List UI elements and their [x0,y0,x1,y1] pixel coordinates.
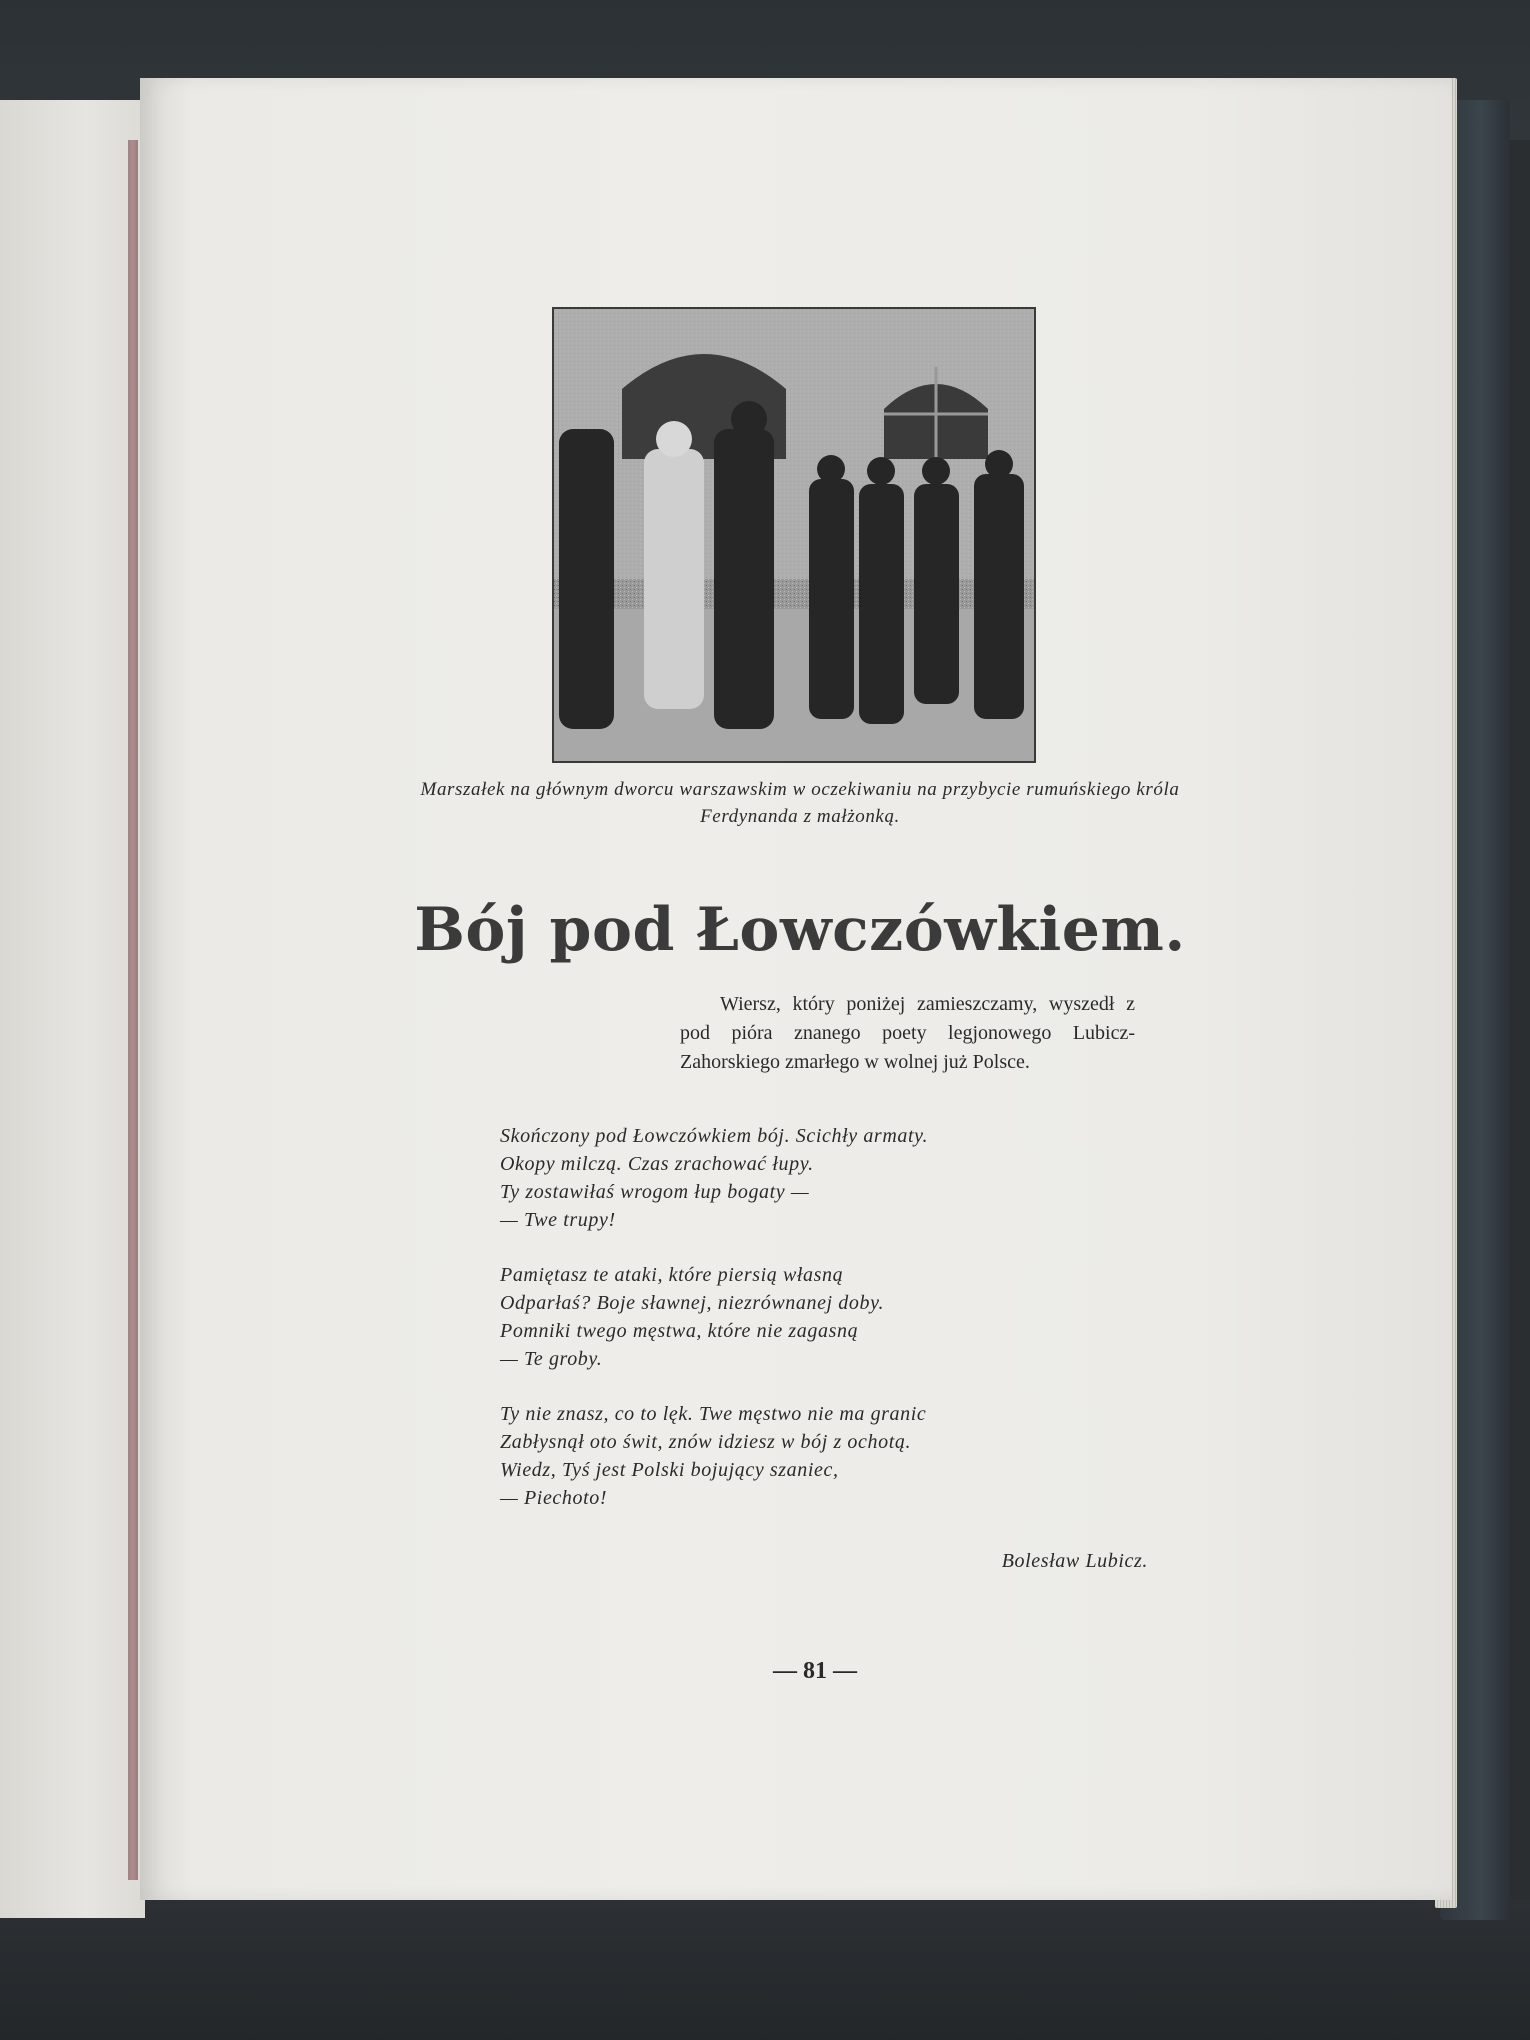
left-page [0,100,145,1918]
photo-caption [320,776,1280,830]
poem-line: Pamiętasz te ataki, które piersią własną [500,1264,844,1286]
page-title: Bój pod Łowczówkiem. [414,895,1186,965]
poem-line: Okopy milczą. Czas zrachować łupy. [500,1153,814,1175]
poem-line: — Twe trupy! [500,1209,616,1231]
photograph-icon [554,309,1034,761]
book-spine [128,140,138,1880]
page-number: — 81 — [773,1658,857,1684]
poem-author: Bolesław Lubicz. [1001,1550,1148,1572]
stanza-3 [500,1400,1140,1512]
poem-line: Ty nie znasz, co to lęk. Twe męstwo nie ma granic [500,1403,927,1425]
poem-line: Odparłaś? Boje sławnej, niezrównanej doby. [500,1292,885,1314]
caption-line-2: Ferdynanda z małżonką. [700,806,900,827]
poem-line: Skończony pod Łowczówkiem bój. Scichły armaty. [500,1125,929,1147]
stanza-1 [500,1122,1140,1234]
background-bottom [0,1900,1530,2040]
intro-paragraph: Wiersz, który poniżej zamieszczamy, wyszedł z pod pióra znanego poety legjonowego Lubicz-Zahorskiego zmarłego w wolnej już Polsce. [680,993,1135,1073]
poem-line: Zabłysnął oto świt, znów idziesz w bój z ochotą. [500,1431,912,1453]
poem-line: Pomniki twego męstwa, które nie zagasną [500,1320,859,1342]
caption-line-1: Marszałek na głównym dworcu warszawskim w oczekiwaniu na przybycie rumuńskiego króla [420,779,1180,800]
poem-line: — Te groby. [500,1348,603,1370]
stanza-2 [500,1261,1140,1373]
photograph [552,307,1036,763]
poem-line: Ty zostawiłaś wrogom łup bogaty — [500,1181,810,1203]
poem-line: — Piechoto! [500,1487,608,1509]
poem [500,1122,1140,1539]
poem-line: Wiedz, Tyś jest Polski bojujący szaniec, [500,1459,839,1481]
